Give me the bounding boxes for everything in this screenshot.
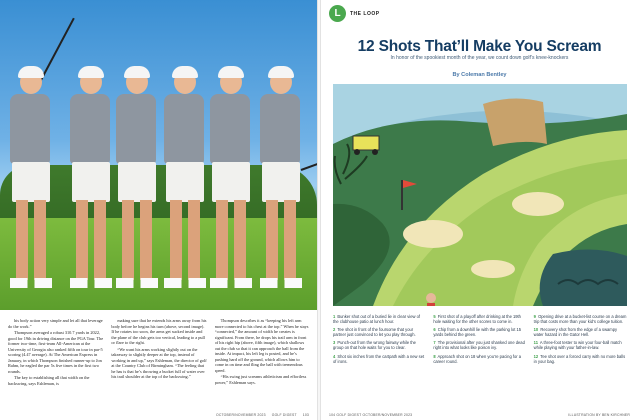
list-item: 5 First shot of a playoff after drinking at the 19th hole waiting for the other scores to come in.: [433, 314, 521, 325]
golfer-figure: [256, 70, 304, 300]
article-title: 12 Shots That’ll Make You Scream: [357, 38, 602, 55]
section-badge: L: [329, 5, 346, 22]
list-item: 1 Bunker shot out of a buried lie in clear view of the clubhouse patio at lunch hour.: [333, 314, 421, 325]
list-item: 2 Tee shot in front of the foursome that your partner just convinced to let you play through.: [333, 327, 416, 338]
list-item: 8 Approach shot on 18 when you’re pacing for a career round.: [433, 353, 522, 364]
list-item: 3 Punch-out from the wrong fairway while the group on that hole waits for you to clear.: [333, 340, 416, 351]
shots-list: [333, 314, 627, 364]
list-item: 12 Tee shot over a forced carry with no more balls in your bag.: [533, 353, 626, 364]
golfer-figure: [6, 70, 54, 300]
list-item: 7 The provisional after you just shanked one dead right into what looks like poison ivy.: [433, 340, 525, 351]
section-label: THE LOOP: [350, 11, 380, 17]
golfer-figure: [160, 70, 208, 300]
article-dek: In honor of the spookiest month of the year, we count down golf’s knee-knockers: [390, 55, 569, 61]
golfer-figure: [206, 70, 254, 300]
text-column: Thompson describes it as “keeping his left arm more connected to his chest at the top.” When he stays “connected,” the amount of width he creates is significant. From there, he drops his trail arm in front of his right hip (above, fifth image), which shallows out the club so that it can approach the ball from the inside. At impact, his left leg is posted, and he’s pushing hard off the ground, which allows him to come in on time and fling the ball with tremendous speed. “His swing just screams athleticism and effortless power,” Eshleman says.: [214, 318, 309, 385]
list-item: 10 Recovery shot from the edge of a swampy water hazard in the Gator Hell.: [533, 327, 618, 338]
byline: By Coleman Bentley: [452, 72, 507, 78]
right-page: [321, 0, 638, 420]
list-item: 11 A three-foot tester to win your four-ball match while playing with your father-in-law.: [533, 340, 622, 351]
golfer-figure: [66, 70, 114, 300]
article-body: [8, 318, 310, 410]
list-item: 4 Shot six inches from the cartpath with a new set of irons.: [333, 353, 425, 364]
swing-sequence-photo: [0, 0, 317, 310]
list-item: 9 Opening drive at a bucket-list course on a dream trip that costs more than your kid’s college tuition.: [533, 314, 627, 325]
golfer-figure: [112, 70, 160, 300]
text-column: making sure that he extends his arms away from his body before he begins his turn (above, second image). If he rotates too soon, the arms get sucked inside and the plane of the club gets too vertical, leading to a pull or flare to the right. “We want his arms working slightly out on the takeaway to slightly deeper at the top, instead of working in and up,” says Eshleman, the director of golf at the Country Club of Birmingham. “The feeling that he has is that he’s throwing a bucket full of water over his trail shoulder at the top of the backswing.”: [111, 318, 207, 379]
page-folio: 104 GOLF DIGEST OCTOBER/NOVEMBER 2023 ILLUSTRATION BY BEN KIRCHNER: [329, 413, 630, 417]
text-column: his body action very simple and let all that leverage do the work.” Thompson averaged a robust 310.7 yards in 2022, good for 19th in driving distance on the PGA Tour. The former two-time, first-team All-American at the University of Georgia also ranked fifth on tour in par-5 scoring (4.47 average). At The American Express in January, in which Thompson finished runner-up to Jon Rahm, he eagled the par 5s five times in the first two rounds. The key to establishing all that width on the backswing, says Eshleman, is: [8, 318, 104, 386]
golf-course-illustration: [333, 84, 627, 306]
left-page: [0, 0, 317, 420]
list-item: 6 Chip from a downhill lie with the parking lot 15 yards behind the green.: [433, 327, 522, 338]
page-folio: OCTOBER/NOVEMBER 2023 GOLF DIGEST 103: [215, 413, 309, 417]
